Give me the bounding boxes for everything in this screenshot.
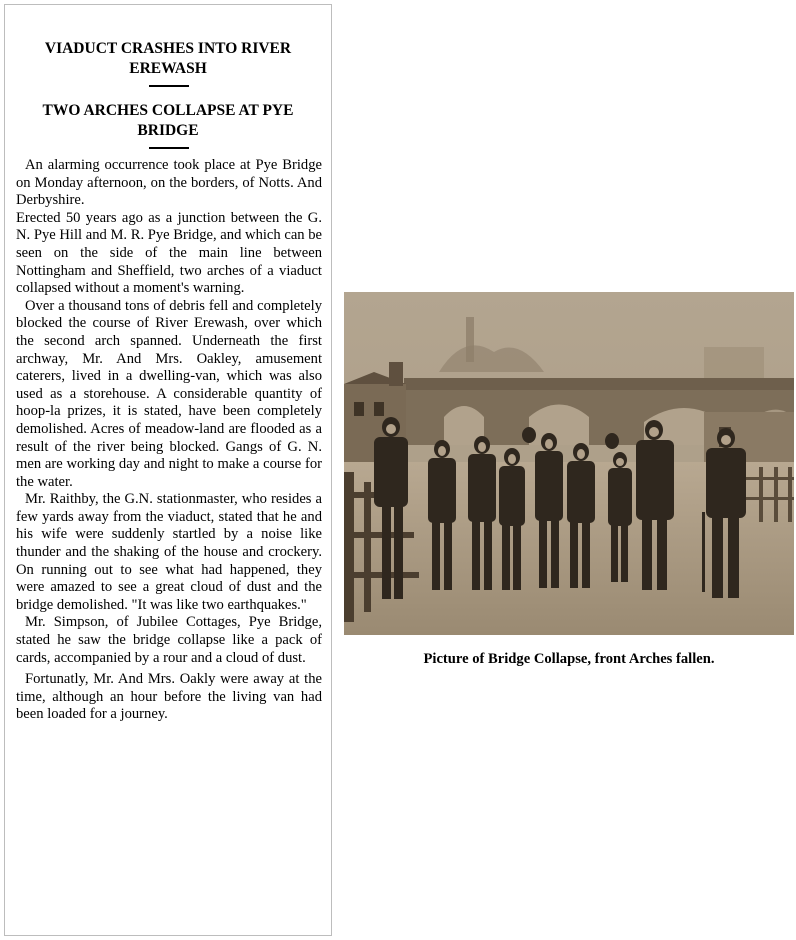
article-paragraph: Mr. Simpson, of Jubilee Cottages, Pye Bridge, stated he saw the bridge collapse like a pack of cards, accompanied by a rour and a cloud of dust. — [16, 614, 322, 666]
article-paragraph: Mr. Raithby, the G.N. stationmaster, who resides a few yards away from the viaduct, stated that he and his wife were suddenly startled by a noise like thunder and the shaking of the house and crockery. On running out to see what had happened, they were amazed to see a great cloud of dust and the bridge demolished. "It was like two earthquakes." — [16, 491, 322, 613]
bridge-collapse-photo — [344, 292, 794, 635]
headline: VIADUCT CRASHES INTO RIVER EREWASH — [44, 40, 292, 77]
subheadline-rule — [149, 147, 189, 149]
article-paragraph: An alarming occurrence took place at Pye Bridge on Monday afternoon, on the borders, of Notts. And Derbyshire. — [16, 157, 322, 209]
headline-rule — [149, 85, 189, 87]
subheadline: TWO ARCHES COLLAPSE AT PYE BRIDGE — [42, 102, 294, 139]
photo-caption: Picture of Bridge Collapse, front Arches fallen. — [423, 651, 715, 667]
article-body — [16, 157, 322, 724]
article-paragraph: Over a thousand tons of debris fell and completely blocked the course of River Erewash, over which the second arch spanned. Underneath the first archway, Mr. And Mrs. Oakley, amusement caterers, lived in a dwelling-van, which was also used as a storehouse. A considerable quantity of hoop-la prizes, it is stated, have been completely demolished. Acres of meadow-land are flooded as a result of the river being blocked. Gangs of G. N. men are working day and night to make a course for the water. — [16, 297, 322, 490]
newspaper-clipping — [4, 4, 332, 936]
sepia-photograph — [344, 292, 794, 635]
article-paragraph: Erected 50 years ago as a junction between the G. N. Pye Hill and M. R. Pye Bridge, and which can be seen on the side of the main line between Nottingham and Sheffield, two arches of a viaduct collapsed without a moment's warning. — [16, 209, 323, 297]
article-paragraph: Fortunatly, Mr. And Mrs. Oakly were away at the time, although an hour before the living van had been loaded for a journey. — [16, 671, 322, 723]
